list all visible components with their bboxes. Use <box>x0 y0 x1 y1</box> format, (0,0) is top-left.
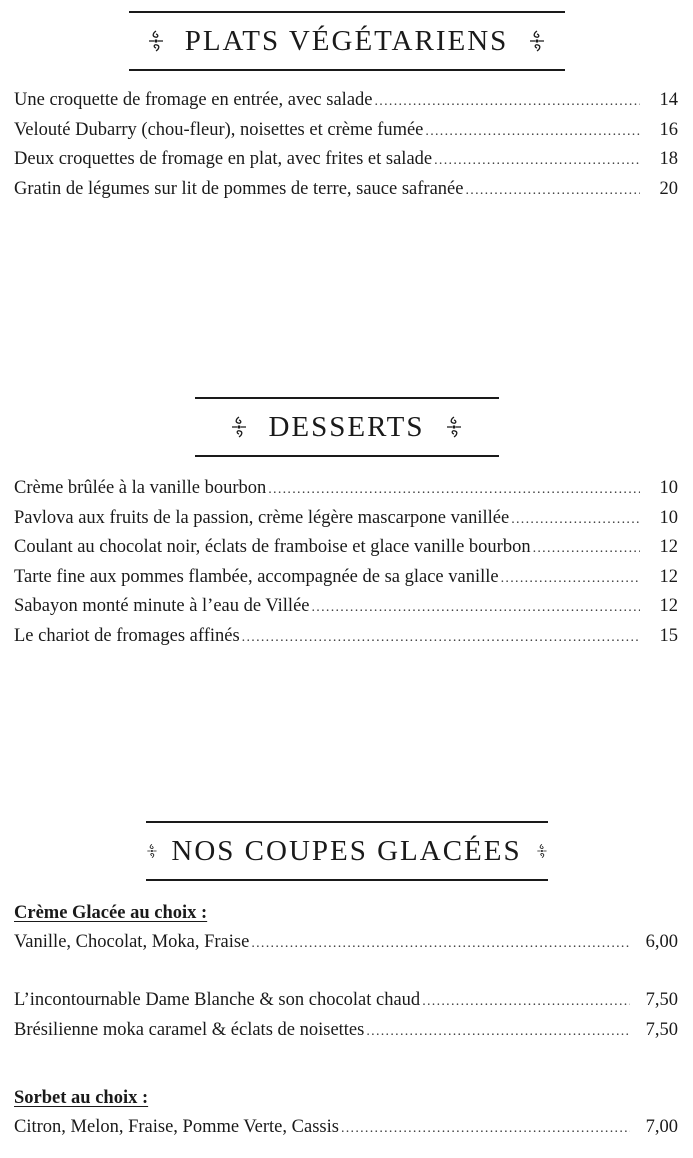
leader-dots <box>465 183 640 199</box>
heading-frame <box>195 397 499 457</box>
list-item <box>14 567 678 597</box>
subheading-cream: Crème Glacée au choix : <box>14 903 208 923</box>
dish-price: 16 <box>659 119 678 140</box>
dish-price: 12 <box>659 537 678 557</box>
leader-dots <box>425 124 640 140</box>
list-item <box>14 90 678 120</box>
list-item <box>14 1117 678 1147</box>
dish-name: Velouté Dubarry (chou-fleur), noisettes et crème fumée <box>14 119 424 140</box>
leader-dots <box>533 541 640 557</box>
section-heading-vegetarian <box>0 11 693 71</box>
dish-name: Sabayon monté minute à l’eau de Villée <box>14 596 310 616</box>
leader-dots <box>312 600 641 616</box>
section-title: NOS COUPES GLACÉES <box>171 834 522 867</box>
dish-name: Coulant au chocolat noir, éclats de framboise et glace vanille bourbon <box>14 537 531 557</box>
dish-name: Gratin de légumes sur lit de pommes de terre, sauce safranée <box>14 178 464 199</box>
leader-dots <box>242 630 640 646</box>
subheading-sorbet: Sorbet au choix : <box>14 1088 149 1108</box>
fleuron-ornament-icon <box>528 30 546 52</box>
dish-name: Brésilienne moka caramel & éclats de noisettes <box>14 1019 365 1040</box>
dish-name: Deux croquettes de fromage en plat, avec frites et salade <box>14 149 433 169</box>
fleuron-ornament-icon <box>146 840 158 862</box>
dish-name: Vanille, Chocolat, Moka, Fraise <box>14 932 250 952</box>
dish-price: 10 <box>659 507 678 528</box>
list-item <box>14 120 678 150</box>
list-item <box>14 537 678 567</box>
leader-dots <box>422 994 630 1010</box>
list-item <box>14 508 678 538</box>
list-item <box>14 932 678 962</box>
special-coupes-list <box>14 990 678 1049</box>
leader-dots <box>511 512 640 528</box>
heading-frame <box>146 821 548 881</box>
leader-dots <box>501 571 640 587</box>
leader-dots <box>268 482 640 498</box>
dish-name: Citron, Melon, Fraise, Pomme Verte, Cassis <box>14 1117 339 1137</box>
list-item <box>14 179 678 209</box>
list-item <box>14 596 678 626</box>
section-heading-desserts <box>0 397 693 457</box>
leader-dots <box>366 1024 630 1040</box>
dish-price: 7,50 <box>645 1019 678 1040</box>
desserts-list <box>14 478 678 655</box>
list-item <box>14 478 678 508</box>
section-title: PLATS VÉGÉTARIENS <box>184 24 509 57</box>
list-item <box>14 149 678 179</box>
leader-dots <box>375 94 641 110</box>
dish-price: 7,00 <box>645 1117 678 1137</box>
section-heading-ice-cream <box>0 821 693 881</box>
dish-name: Tarte fine aux pommes flambée, accompagnée de sa glace vanille <box>14 566 499 587</box>
dish-price: 10 <box>659 478 678 498</box>
dish-name: L’incontournable Dame Blanche & son chocolat chaud <box>14 990 421 1010</box>
dish-price: 6,00 <box>645 932 678 952</box>
cream-list <box>14 932 678 962</box>
dish-name: Le chariot de fromages affinés <box>14 625 240 646</box>
dish-price: 14 <box>659 90 678 110</box>
list-item <box>14 1020 678 1050</box>
dish-price: 7,50 <box>645 990 678 1010</box>
dish-name: Pavlova aux fruits de la passion, crème légère mascarpone vanillée <box>14 507 510 528</box>
list-item <box>14 990 678 1020</box>
leader-dots <box>341 1121 630 1137</box>
dish-name: Crème brûlée à la vanille bourbon <box>14 478 267 498</box>
dish-price: 12 <box>659 596 678 616</box>
leader-dots <box>251 936 630 952</box>
leader-dots <box>434 153 640 169</box>
dish-name: Une croquette de fromage en entrée, avec salade <box>14 90 373 110</box>
list-item <box>14 626 678 656</box>
dish-price: 20 <box>659 178 678 199</box>
dish-price: 12 <box>659 566 678 587</box>
fleuron-ornament-icon <box>536 840 548 862</box>
vegetarian-list <box>14 90 678 208</box>
dish-price: 18 <box>659 149 678 169</box>
fleuron-ornament-icon <box>230 416 248 438</box>
fleuron-ornament-icon <box>445 416 463 438</box>
section-title: DESSERTS <box>268 410 425 443</box>
dish-price: 15 <box>659 625 678 646</box>
fleuron-ornament-icon <box>147 30 165 52</box>
heading-frame <box>129 11 565 71</box>
sorbet-list <box>14 1117 678 1147</box>
